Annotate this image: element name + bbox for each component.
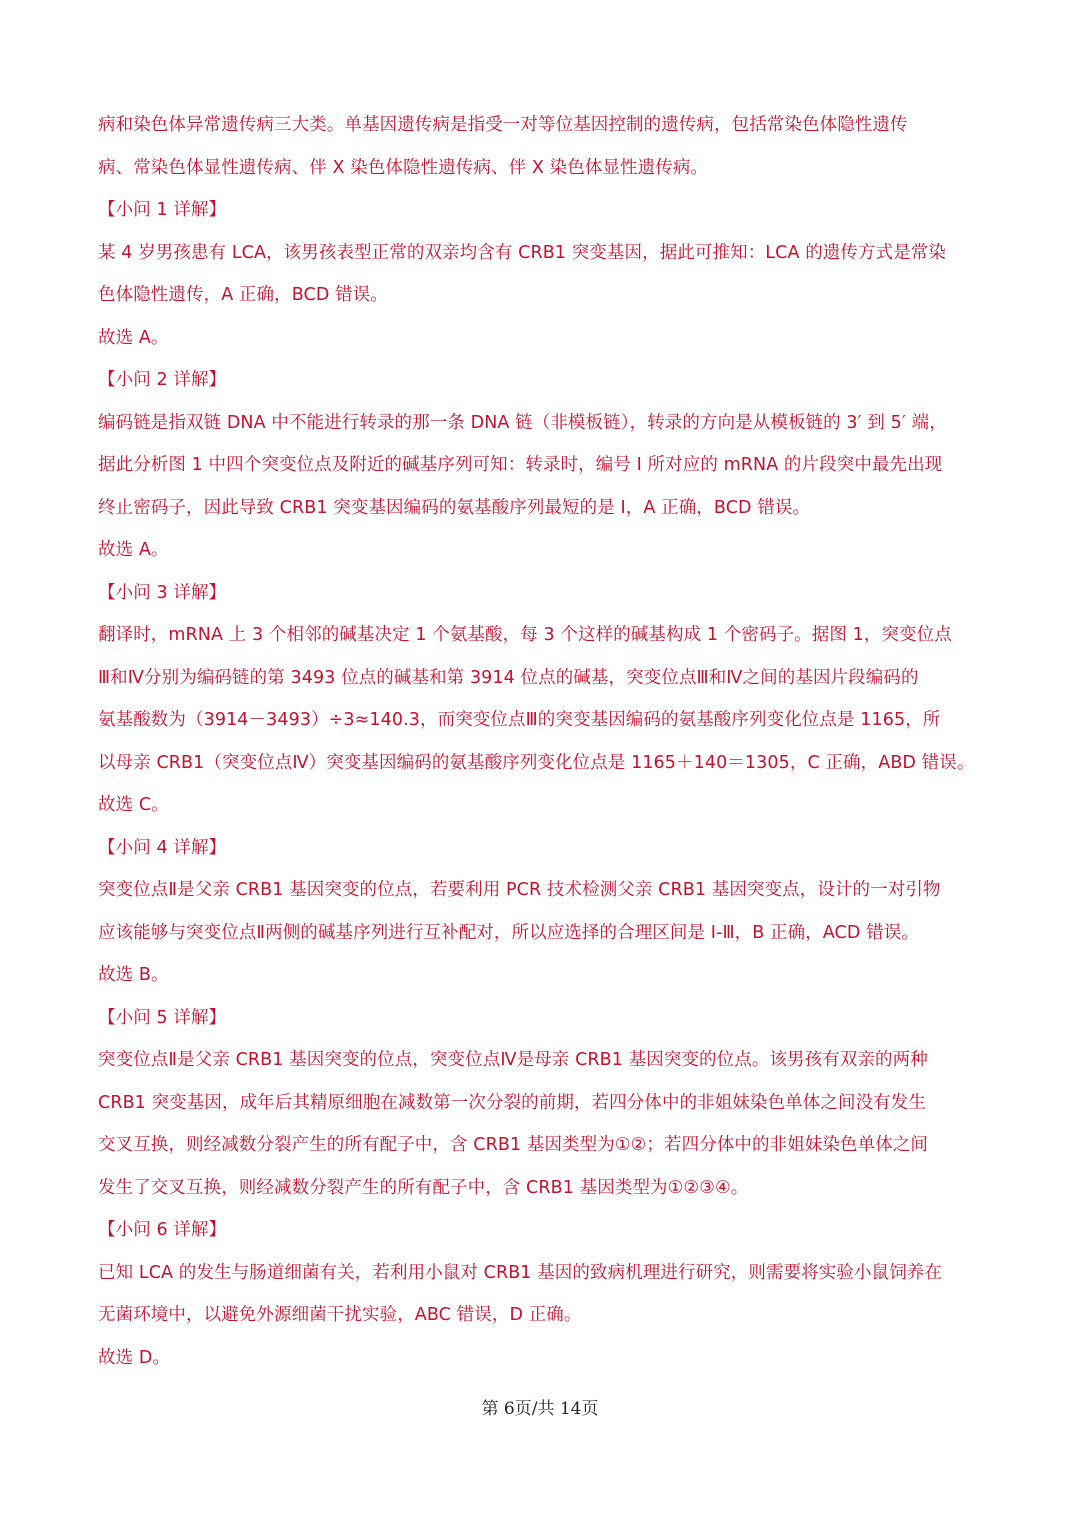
- text-line: 交叉互换，则经减数分裂产生的所有配子中，含 CRB1 基因类型为①②；若四分体中的非姐妹染色单体之间: [98, 1135, 929, 1155]
- answer-line: 故选 A。: [98, 540, 169, 560]
- answer-line: 故选 A。: [98, 327, 169, 348]
- text-line: 已知 LCA 的发生与肠道细菌有关，若利用小鼠对 CRB1 基因的致病机理进行研究，则需要将实验小鼠饲养在: [98, 1262, 943, 1283]
- text-line: 病和染色体异常遗传病三大类。单基因遗传病是指受一对等位基因控制的遗传病，包括常染色体隐性遗传: [98, 115, 908, 135]
- section-heading: 【小问 5 详解】: [98, 1007, 227, 1028]
- text-line: 无菌环境中，以避免外源细菌干扰实验，ABC 错误，D 正确。: [98, 1305, 582, 1325]
- text-line: 以母亲 CRB1（突变位点Ⅳ）突变基因编码的氨基酸序列变化位点是 1165＋140＝1305，C 正确，ABD 错误。: [98, 752, 975, 773]
- text-line: 氨基酸数为（3914－3493）÷3≈140.3，而突变位点Ⅲ的突变基因编码的氨基酸序列变化位点是 1165，所: [98, 710, 941, 730]
- text-line: 色体隐性遗传，A 正确，BCD 错误。: [98, 285, 388, 305]
- text-line: 某 4 岁男孩患有 LCA，该男孩表型正常的双亲均含有 CRB1 突变基因，据此可推知：LCA 的遗传方式是常染: [98, 242, 947, 263]
- text-line: 编码链是指双链 DNA 中不能进行转录的那一条 DNA 链（非模板链），转录的方向是从模板链的 3′ 到 5′ 端，: [98, 412, 947, 433]
- section-heading: 【小问 4 详解】: [98, 837, 227, 858]
- text-line: 终止密码子，因此导致 CRB1 突变基因编码的氨基酸序列最短的是 Ⅰ，A 正确，BCD 错误。: [98, 497, 811, 518]
- document-body: [98, 104, 988, 1379]
- answer-line: 故选 B。: [98, 965, 169, 985]
- section-heading: 【小问 3 详解】: [98, 582, 227, 603]
- text-line: CRB1 突变基因，成年后其精原细胞在减数第一次分裂的前期，若四分体中的非姐妹染色单体之间没有发生: [98, 1092, 926, 1113]
- text-line: 病、常染色体显性遗传病、伴 X 染色体隐性遗传病、伴 X 染色体显性遗传病。: [98, 157, 709, 178]
- text-line: 应该能够与突变位点Ⅱ两侧的碱基序列进行互补配对，所以应选择的合理区间是 Ⅰ-Ⅲ，B 正确，ACD 错误。: [98, 922, 919, 943]
- text-line: 突变位点Ⅱ是父亲 CRB1 基因突变的位点，突变位点Ⅳ是母亲 CRB1 基因突变的位点。该男孩有双亲的两种: [98, 1050, 928, 1070]
- section-heading: 【小问 1 详解】: [98, 200, 227, 220]
- section-heading: 【小问 6 详解】: [98, 1220, 227, 1240]
- text-line: 突变位点Ⅱ是父亲 CRB1 基因突变的位点，若要利用 PCR 技术检测父亲 CRB1 基因突变点，设计的一对引物: [98, 880, 941, 900]
- text-line: Ⅲ和Ⅳ分别为编码链的第 3493 位点的碱基和第 3914 位点的碱基，突变位点Ⅲ和Ⅳ之间的基因片段编码的: [98, 667, 919, 688]
- text-line: 发生了交叉互换，则经减数分裂产生的所有配子中，含 CRB1 基因类型为①②③④。: [98, 1177, 749, 1198]
- page-footer: 第 6页/共 14页: [481, 1399, 599, 1419]
- section-heading: 【小问 2 详解】: [98, 370, 227, 390]
- answer-line: 故选 D。: [98, 1347, 171, 1368]
- answer-line: 故选 C。: [98, 795, 169, 815]
- text-line: 翻译时，mRNA 上 3 个相邻的碱基决定 1 个氨基酸，每 3 个这样的碱基构成 1 个密码子。据图 1，突变位点: [98, 625, 952, 645]
- text-line: 据此分析图 1 中四个突变位点及附近的碱基序列可知：转录时，编号 Ⅰ 所对应的 mRNA 的片段突中最先出现: [98, 455, 943, 475]
